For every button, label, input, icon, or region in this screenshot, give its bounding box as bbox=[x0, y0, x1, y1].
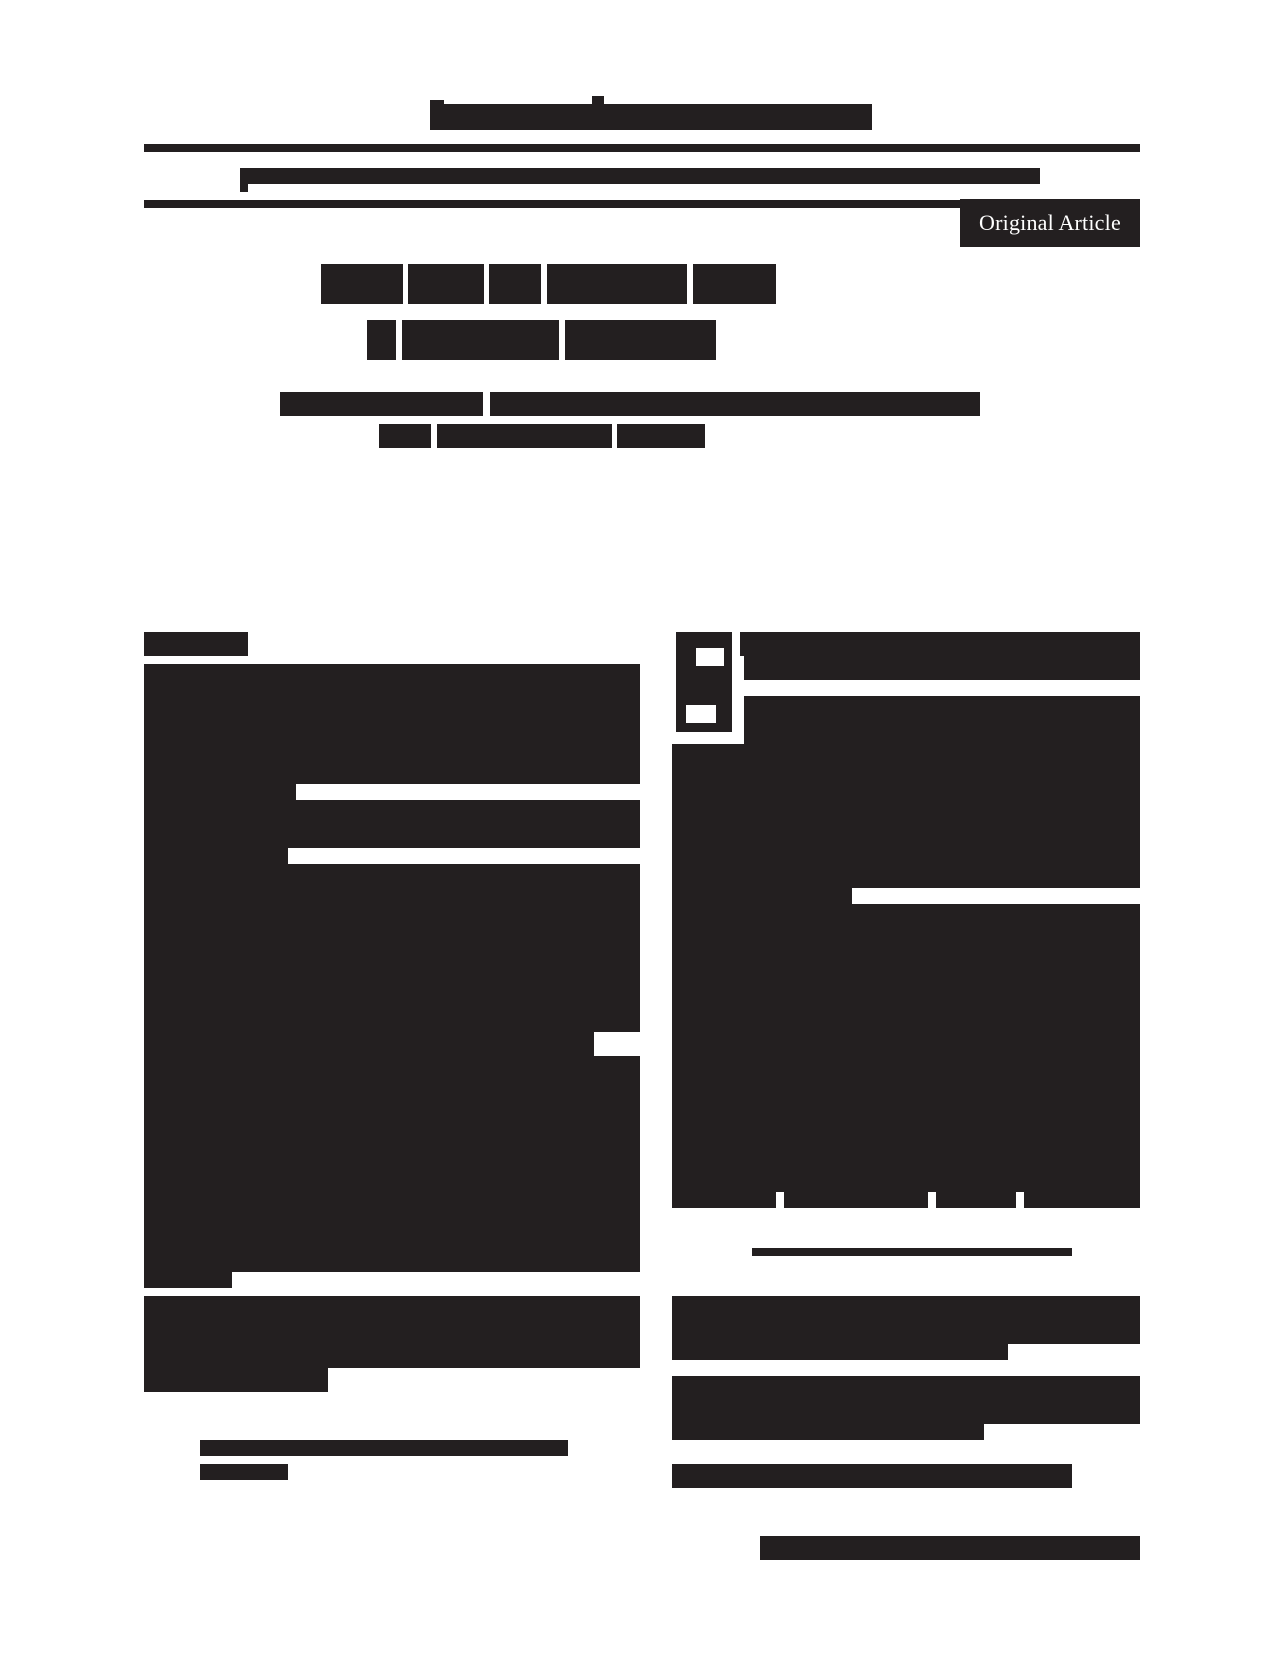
intro-text-redaction bbox=[672, 1048, 1140, 1072]
intro-text-redaction bbox=[672, 792, 1140, 816]
history-redaction bbox=[672, 1400, 1140, 1424]
abstract-text-redaction bbox=[144, 1320, 640, 1344]
intro-text-redaction bbox=[744, 696, 1140, 720]
intro-text-redaction bbox=[672, 864, 1140, 888]
intro-text-redaction bbox=[672, 768, 1140, 792]
journal-subtitle-redaction bbox=[240, 168, 1040, 184]
journal-title-redaction bbox=[430, 104, 872, 130]
abstract-text-redaction bbox=[144, 800, 640, 824]
abstract-text-redaction bbox=[144, 1032, 594, 1056]
title-redaction bbox=[402, 320, 559, 360]
abstract-text-redaction bbox=[144, 1104, 640, 1128]
title-redaction bbox=[547, 264, 687, 304]
abstract-text-redaction bbox=[144, 1176, 640, 1200]
intro-text-redaction bbox=[672, 1192, 776, 1208]
history-redaction bbox=[672, 1296, 1140, 1320]
intro-text-redaction bbox=[744, 720, 1140, 744]
abstract-text-redaction bbox=[144, 1224, 640, 1248]
history-redaction bbox=[672, 1344, 1008, 1360]
article-type-badge: Original Article bbox=[960, 199, 1140, 247]
abstract-text-redaction bbox=[144, 848, 288, 864]
abstract-text-redaction bbox=[144, 1056, 640, 1080]
title-redaction bbox=[408, 264, 484, 304]
author-redaction bbox=[490, 392, 980, 416]
abstract-text-redaction bbox=[144, 1008, 640, 1032]
abstract-text-redaction bbox=[144, 1080, 640, 1104]
intro-text-redaction bbox=[936, 1184, 1016, 1208]
history-redaction bbox=[672, 1376, 1140, 1400]
drop-cap-counter bbox=[686, 705, 716, 723]
title-redaction bbox=[321, 264, 403, 304]
abstract-text-redaction bbox=[144, 1368, 328, 1392]
intro-text-redaction bbox=[672, 816, 1140, 840]
abstract-text-redaction bbox=[144, 984, 640, 1008]
drop-cap-counter bbox=[696, 648, 724, 666]
history-redaction bbox=[672, 1320, 1140, 1344]
intro-text-redaction bbox=[744, 656, 1140, 680]
author-redaction bbox=[379, 424, 431, 448]
journal-title-redaction-ascender bbox=[592, 96, 604, 106]
correspondence-redaction bbox=[200, 1464, 288, 1480]
abstract-text-redaction bbox=[144, 888, 640, 912]
journal-title-redaction-ascender bbox=[430, 100, 444, 108]
header-rule-top bbox=[144, 144, 1140, 152]
intro-text-redaction bbox=[672, 744, 1140, 768]
abstract-text-redaction bbox=[144, 1248, 640, 1272]
intro-text-redaction bbox=[672, 952, 1140, 976]
history-redaction bbox=[672, 1464, 1072, 1488]
abstract-text-redaction bbox=[144, 1200, 640, 1224]
abstract-text-redaction bbox=[144, 1272, 232, 1288]
abstract-text-redaction bbox=[144, 760, 640, 784]
journal-subtitle-redaction-descender bbox=[240, 184, 248, 192]
abstract-text-redaction bbox=[144, 1296, 640, 1320]
intro-text-redaction bbox=[672, 1024, 1140, 1048]
intro-text-redaction bbox=[672, 840, 1140, 864]
intro-text-redaction bbox=[672, 1096, 1140, 1120]
column-separator-rule bbox=[752, 1248, 1072, 1256]
abstract-text-redaction bbox=[144, 824, 640, 848]
abstract-text-redaction bbox=[144, 936, 640, 960]
intro-text-redaction bbox=[672, 1144, 1140, 1168]
intro-text-redaction bbox=[672, 904, 1140, 928]
intro-text-redaction bbox=[672, 928, 1140, 952]
author-redaction bbox=[437, 424, 612, 448]
abstract-text-redaction bbox=[144, 1344, 640, 1368]
intro-text-redaction bbox=[672, 1000, 1140, 1024]
abstract-text-redaction bbox=[144, 864, 640, 888]
abstract-text-redaction bbox=[144, 960, 640, 984]
abstract-text-redaction bbox=[144, 712, 640, 736]
intro-text-redaction bbox=[672, 1072, 1140, 1096]
intro-text-redaction bbox=[1024, 1184, 1140, 1208]
abstract-text-redaction bbox=[144, 1128, 640, 1152]
abstract-text-redaction bbox=[144, 736, 640, 760]
abstract-text-redaction bbox=[144, 784, 296, 800]
abstract-text-redaction bbox=[144, 664, 640, 688]
intro-text-redaction bbox=[784, 1184, 928, 1208]
title-redaction bbox=[565, 320, 716, 360]
intro-text-redaction bbox=[672, 1120, 1140, 1144]
intro-text-redaction bbox=[672, 888, 852, 904]
intro-text-redaction bbox=[740, 632, 1140, 656]
correspondence-redaction bbox=[200, 1440, 568, 1456]
abstract-text-redaction bbox=[144, 912, 640, 936]
intro-text-redaction bbox=[672, 976, 1140, 1000]
title-redaction bbox=[693, 264, 776, 304]
history-redaction bbox=[672, 1424, 984, 1440]
author-redaction bbox=[280, 392, 483, 416]
citation-redaction bbox=[760, 1536, 1140, 1560]
abstract-text-redaction bbox=[144, 1152, 640, 1176]
author-redaction bbox=[617, 424, 705, 448]
title-redaction bbox=[489, 264, 541, 304]
abstract-text-redaction bbox=[144, 688, 640, 712]
title-redaction bbox=[367, 320, 396, 360]
abstract-text-redaction bbox=[144, 632, 248, 656]
